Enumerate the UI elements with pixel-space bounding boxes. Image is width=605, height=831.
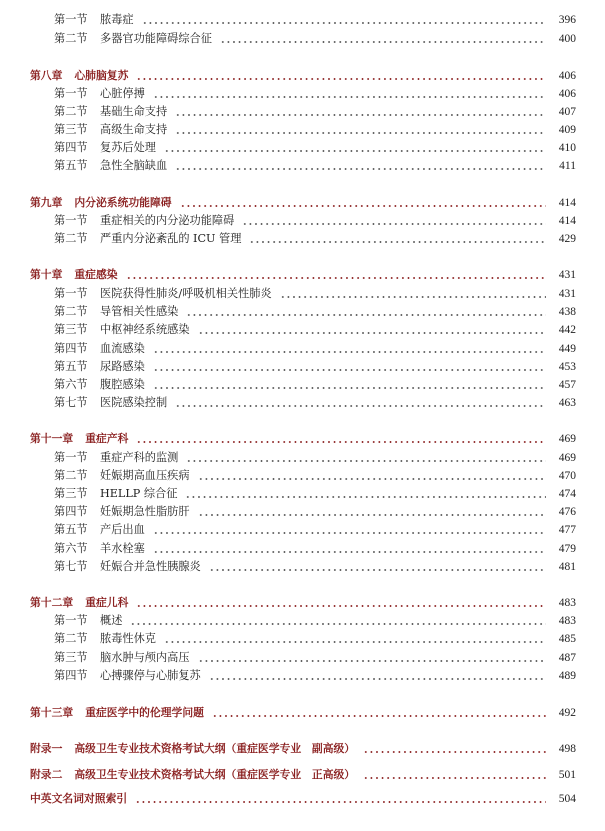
dot-leader (153, 531, 546, 535)
section-number: 第二节 (54, 232, 88, 245)
section-number: 第四节 (54, 669, 88, 682)
section-title: 导管相关性感染 (100, 305, 179, 318)
dot-leader (186, 313, 546, 317)
page-number: 492 (558, 707, 576, 719)
section-title: 多器官功能障碍综合征 (100, 32, 212, 45)
toc-section-entry (54, 285, 576, 303)
dot-leader (198, 331, 546, 335)
dot-leader (153, 550, 546, 554)
page-number: 487 (558, 652, 576, 664)
page-number: 470 (558, 470, 576, 482)
section-title: 产后出血 (100, 523, 145, 536)
page-number: 414 (558, 215, 576, 227)
section-number: 第二节 (54, 32, 88, 45)
dot-leader (153, 368, 546, 372)
toc-section-entry (54, 667, 576, 685)
dot-leader (363, 776, 546, 780)
page-number: 498 (558, 743, 576, 755)
toc-section-entry (54, 376, 576, 394)
page-number: 410 (558, 142, 576, 154)
page-number: 504 (558, 793, 576, 805)
dot-leader (135, 800, 546, 804)
dot-leader (136, 604, 546, 608)
toc-section-entry (54, 503, 576, 521)
section-title: 羊水栓塞 (100, 542, 145, 555)
dot-leader (175, 167, 546, 171)
section-title: 严重内分泌紊乱的 ICU 管理 (100, 232, 242, 245)
dot-leader (249, 240, 546, 244)
section-number: 第二节 (54, 469, 88, 482)
dot-leader (209, 568, 546, 572)
toc-section-entry (54, 303, 576, 321)
dot-leader (153, 386, 546, 390)
page-number: 489 (558, 670, 576, 682)
dot-leader (175, 113, 546, 117)
section-number: 第四节 (54, 505, 88, 518)
page-number: 479 (558, 543, 576, 555)
section-title: 医院感染控制 (100, 396, 168, 409)
page-number: 483 (558, 597, 576, 609)
dot-leader (212, 714, 546, 718)
dot-leader (185, 495, 546, 499)
toc-section-entry (54, 467, 576, 485)
dot-leader (363, 750, 546, 754)
page-number: 453 (558, 361, 576, 373)
toc-chapter-entry (30, 740, 576, 758)
section-number: 第五节 (54, 523, 88, 536)
dot-leader (175, 131, 546, 135)
section-number: 第六节 (54, 378, 88, 391)
section-title: 中枢神经系统感染 (100, 323, 190, 336)
chapter-title: 中英文名词对照索引 (30, 792, 128, 805)
toc-chapter-entry (30, 594, 576, 612)
toc-section-entry (54, 157, 576, 175)
toc-section-entry (54, 340, 576, 358)
section-number: 第七节 (54, 560, 88, 573)
dot-leader (175, 404, 546, 408)
section-title: 急性全脑缺血 (100, 159, 168, 172)
section-number: 第三节 (54, 123, 88, 136)
toc-section-entry (54, 11, 576, 29)
dot-leader (136, 77, 546, 81)
section-number: 第一节 (54, 13, 88, 26)
page-number: 438 (558, 306, 576, 318)
dot-leader (198, 513, 546, 517)
toc-section-entry (54, 139, 576, 157)
section-number: 第三节 (54, 323, 88, 336)
page-number: 481 (558, 561, 576, 573)
chapter-title: 重症儿科 (85, 596, 129, 609)
section-title: 尿路感染 (100, 360, 145, 373)
page-number: 407 (558, 106, 576, 118)
dot-leader (153, 95, 546, 99)
section-number: 第五节 (54, 159, 88, 172)
section-title: 脓毒性休克 (100, 632, 156, 645)
section-title: 高级生命支持 (100, 123, 168, 136)
section-title: 脑水肿与颅内高压 (100, 651, 190, 664)
dot-leader (280, 295, 546, 299)
chapter-number: 第十章 (30, 268, 63, 281)
page-number: 483 (558, 615, 576, 627)
dot-leader (198, 659, 546, 663)
section-title: 心搏骤停与心肺复苏 (100, 669, 201, 682)
dot-leader (136, 440, 546, 444)
toc-section-entry (54, 558, 576, 576)
section-title: 概述 (100, 614, 123, 627)
chapter-number: 第十一章 (30, 432, 74, 445)
toc-section-entry (54, 85, 576, 103)
dot-leader (142, 21, 546, 25)
chapter-number: 附录二 (30, 768, 63, 781)
section-number: 第二节 (54, 305, 88, 318)
page-number: 431 (558, 288, 576, 300)
toc-chapter-entry (30, 67, 576, 85)
section-title: 基础生命支持 (100, 105, 168, 118)
page-number: 411 (559, 160, 576, 172)
page-number: 400 (558, 33, 576, 45)
chapter-title: 内分泌系统功能障碍 (74, 196, 172, 209)
page-number: 474 (558, 488, 576, 500)
dot-leader (186, 459, 546, 463)
section-title: 重症相关的内分泌功能障碍 (100, 214, 235, 227)
toc-section-entry (54, 612, 576, 630)
toc-chapter-entry (30, 704, 576, 722)
toc-section-entry (54, 121, 576, 139)
toc-section-entry (54, 449, 576, 467)
dot-leader (242, 222, 546, 226)
toc-section-entry (54, 358, 576, 376)
dot-leader (209, 677, 546, 681)
page-number: 429 (558, 233, 576, 245)
section-number: 第四节 (54, 342, 88, 355)
chapter-title: 重症感染 (74, 268, 118, 281)
section-number: 第三节 (54, 651, 88, 664)
chapter-title: 高级卫生专业技术资格考试大纲（重症医学专业 正高级） (74, 768, 356, 781)
section-number: 第五节 (54, 360, 88, 373)
toc-section-entry (54, 103, 576, 121)
section-title: 心脏停搏 (100, 87, 145, 100)
section-title: 医院获得性肺炎/呼吸机相关性肺炎 (100, 287, 272, 300)
page-number: 501 (558, 769, 576, 781)
section-number: 第一节 (54, 214, 88, 227)
chapter-number: 附录一 (30, 742, 63, 755)
toc-section-entry (54, 30, 576, 48)
toc-section-entry (54, 630, 576, 648)
page-number: 469 (558, 433, 576, 445)
dot-leader (180, 204, 546, 208)
page-number: 396 (558, 14, 576, 26)
page-number: 414 (558, 197, 576, 209)
toc-chapter-entry (30, 430, 576, 448)
chapter-number: 第八章 (30, 69, 63, 82)
section-title: 妊娠期高血压疾病 (100, 469, 190, 482)
toc-chapter-entry (30, 790, 576, 808)
chapter-number: 第十二章 (30, 596, 74, 609)
chapter-title: 心肺脑复苏 (74, 69, 129, 82)
page-number: 442 (558, 324, 576, 336)
section-number: 第一节 (54, 287, 88, 300)
page-number: 406 (558, 70, 576, 82)
dot-leader (198, 477, 546, 481)
page-number: 476 (558, 506, 576, 518)
toc-section-entry (54, 485, 576, 503)
section-title: 血流感染 (100, 342, 145, 355)
section-number: 第七节 (54, 396, 88, 409)
toc-chapter-entry (30, 266, 576, 284)
section-title: 腹腔感染 (100, 378, 145, 391)
toc-section-entry (54, 394, 576, 412)
section-number: 第三节 (54, 487, 88, 500)
page-number: 477 (558, 524, 576, 536)
page-number: 406 (558, 88, 576, 100)
chapter-title: 高级卫生专业技术资格考试大纲（重症医学专业 副高级） (74, 742, 356, 755)
section-number: 第四节 (54, 141, 88, 154)
dot-leader (164, 149, 546, 153)
section-title: 脓毒症 (100, 13, 134, 26)
page-number: 431 (558, 269, 576, 281)
section-title: HELLP 综合征 (100, 487, 178, 500)
page-number: 469 (558, 452, 576, 464)
toc-section-entry (54, 230, 576, 248)
section-title: 重症产科的监测 (100, 451, 179, 464)
toc-chapter-entry (30, 766, 576, 784)
page-number: 457 (558, 379, 576, 391)
page-number: 449 (558, 343, 576, 355)
toc-section-entry (54, 649, 576, 667)
dot-leader (126, 276, 546, 280)
dot-leader (130, 622, 546, 626)
section-number: 第一节 (54, 451, 88, 464)
section-number: 第二节 (54, 105, 88, 118)
chapter-number: 第九章 (30, 196, 63, 209)
toc-chapter-entry (30, 194, 576, 212)
dot-leader (164, 640, 546, 644)
chapter-number: 第十三章 (30, 706, 74, 719)
toc-section-entry (54, 540, 576, 558)
toc-section-entry (54, 212, 576, 230)
section-number: 第一节 (54, 87, 88, 100)
page-number: 463 (558, 397, 576, 409)
page-number: 485 (558, 633, 576, 645)
section-number: 第一节 (54, 614, 88, 627)
dot-leader (220, 40, 546, 44)
section-title: 复苏后处理 (100, 141, 156, 154)
chapter-title: 重症产科 (85, 432, 129, 445)
section-title: 妊娠期急性脂肪肝 (100, 505, 190, 518)
page-number: 409 (558, 124, 576, 136)
chapter-title: 重症医学中的伦理学问题 (85, 706, 204, 719)
toc-section-entry (54, 321, 576, 339)
section-number: 第六节 (54, 542, 88, 555)
toc-section-entry (54, 521, 576, 539)
section-number: 第二节 (54, 632, 88, 645)
dot-leader (153, 350, 546, 354)
section-title: 妊娠合并急性胰腺炎 (100, 560, 201, 573)
